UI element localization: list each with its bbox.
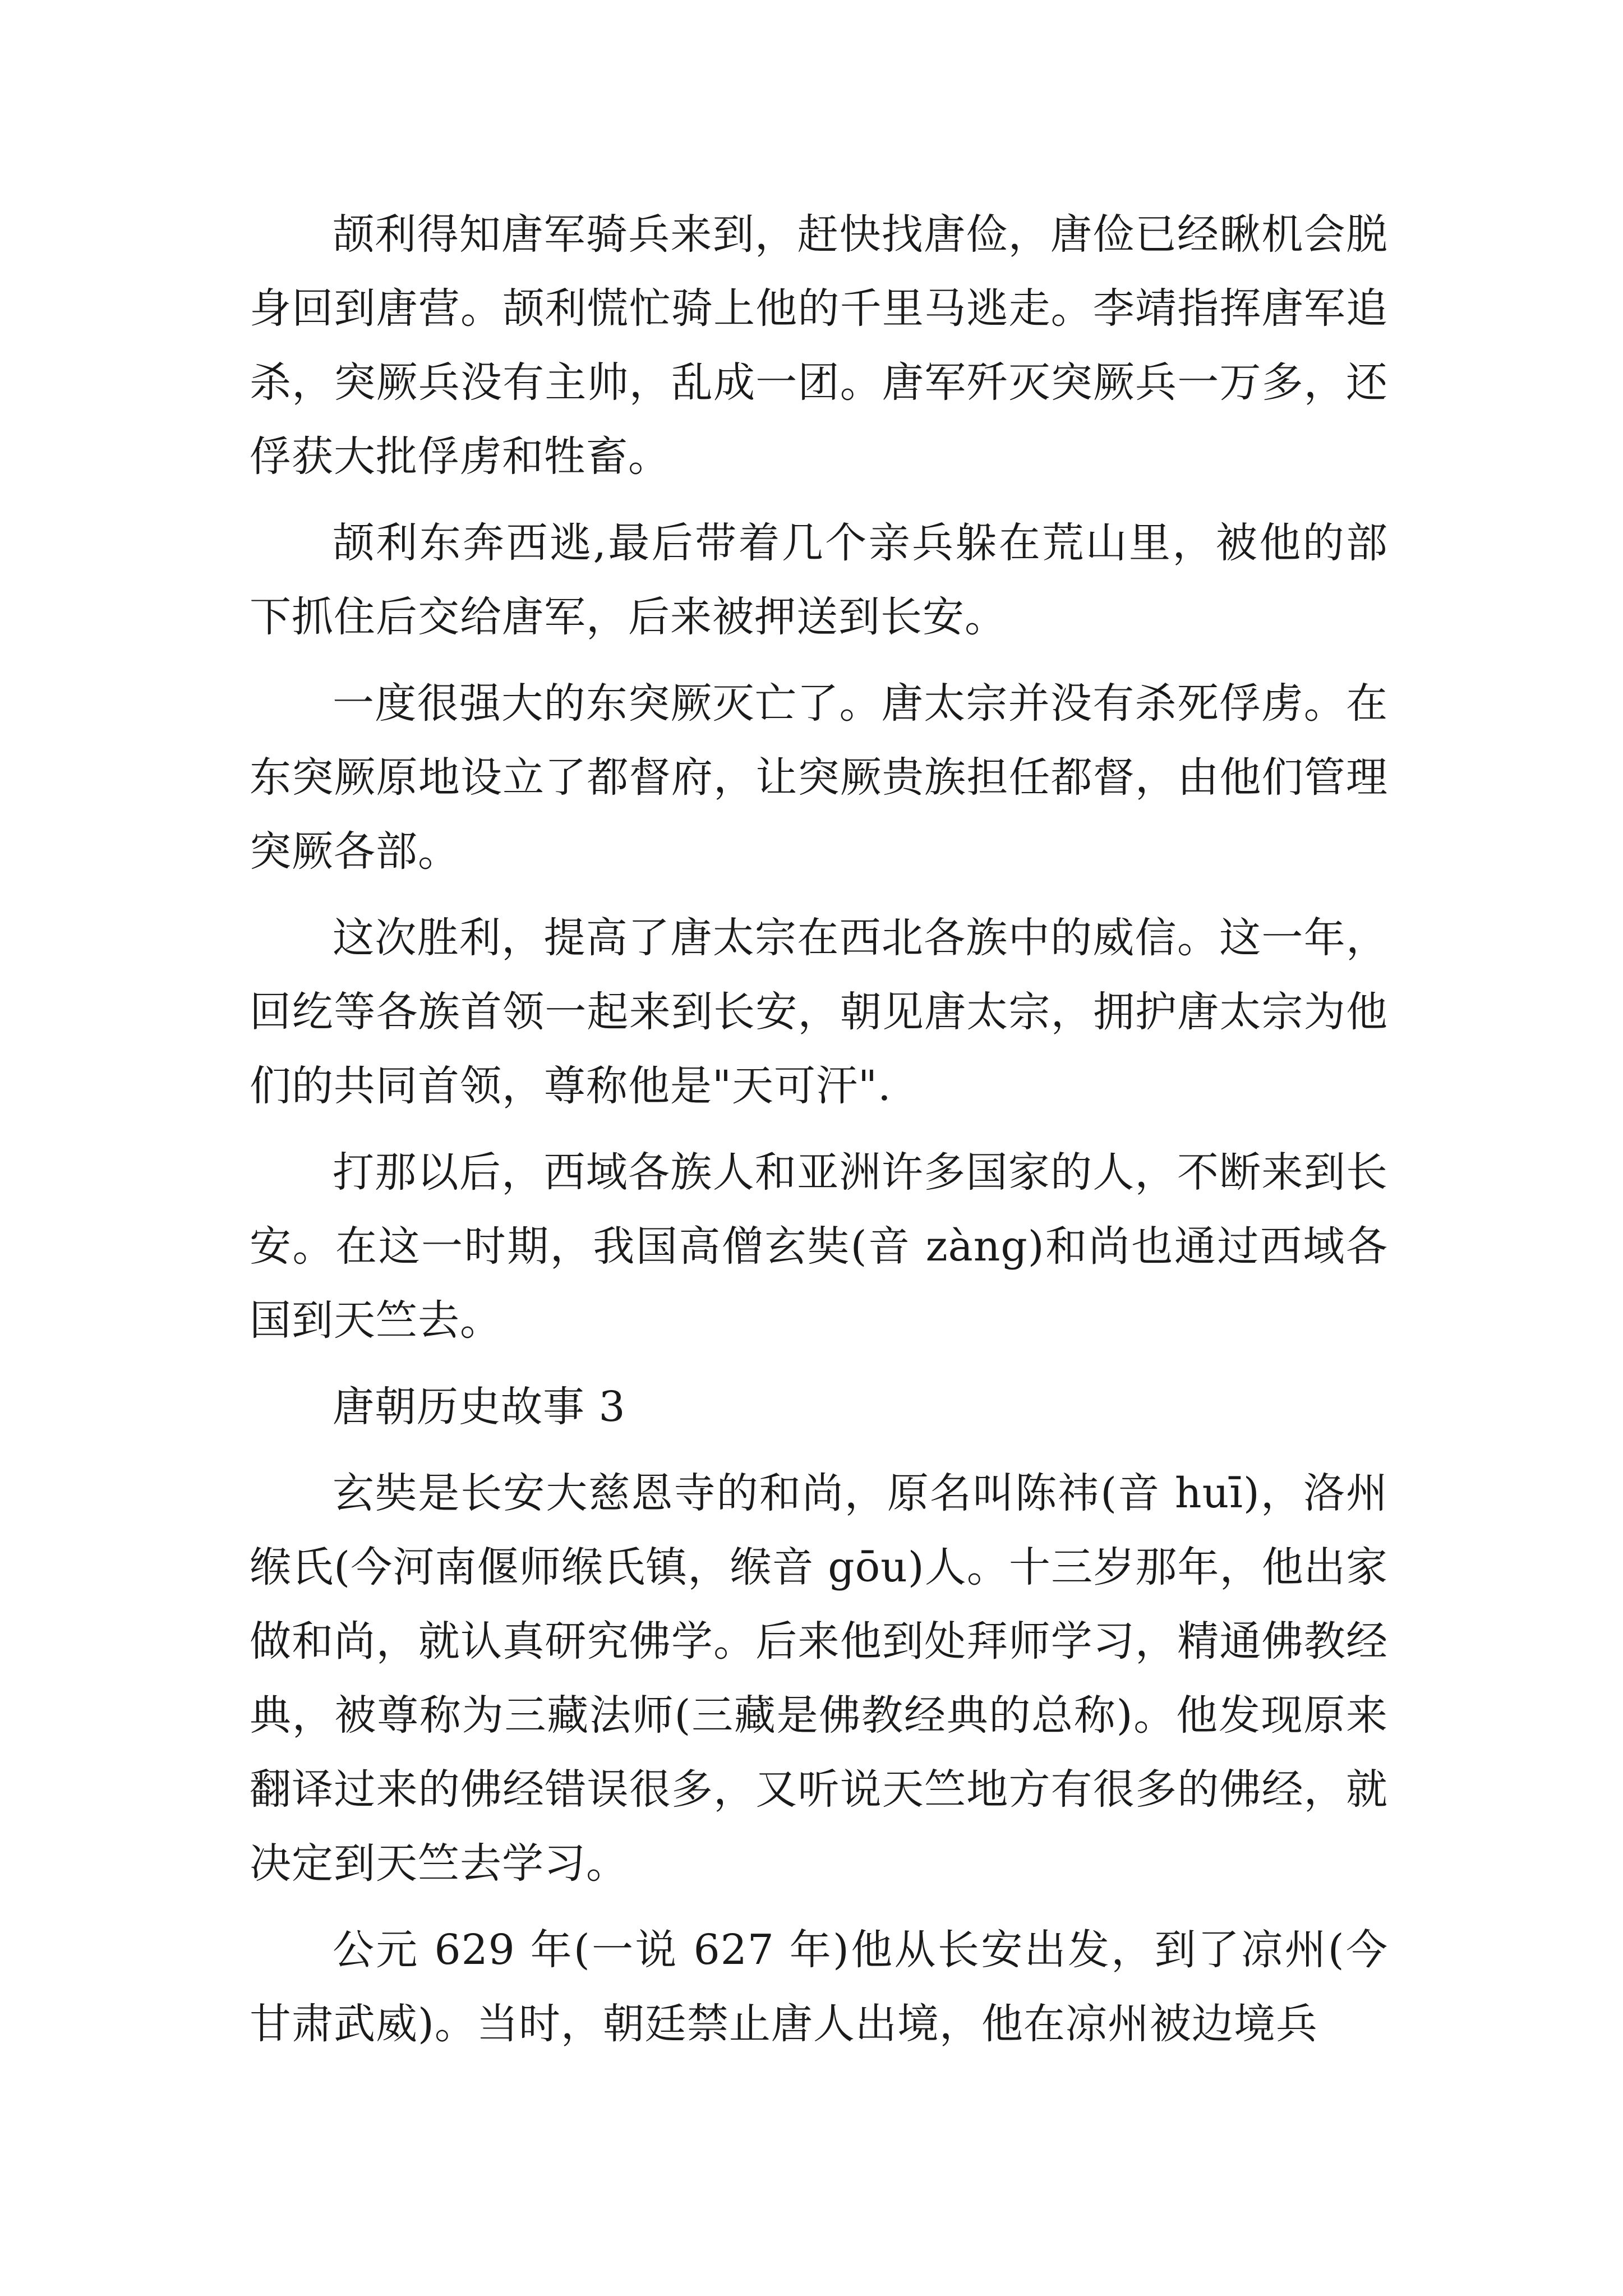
- paragraph: 一度很强大的东突厥灭亡了。唐太宗并没有杀死俘虏。在东突厥原地设立了都督府，让突厥贵族担任都督，由他们管理突厥各部。: [250, 679, 1388, 876]
- section-heading: 唐朝历史故事 3: [333, 1383, 626, 1431]
- paragraph: 玄奘是长安大慈恩寺的和尚，原名叫陈祎(音 huī)，洛州缑氏(今河南偃师缑氏镇，缑音 gōu)人。十三岁那年，他出家做和尚，就认真研究佛学。后来他到处拜师学习，精通佛教经典，被尊称为三藏法师(三藏是佛教经典的总称)。他发现原来翻译过来的佛经错误很多，又听说天竺地方有很多的佛经，就决定到天竺去学习。: [250, 1469, 1388, 1888]
- paragraph: 公元 629 年(一说 627 年)他从长安出发，到了凉州(今甘肃武威)。当时，朝廷禁止唐人出境，他在凉州被边境兵: [250, 1926, 1388, 2048]
- paragraph: 打那以后，西域各族人和亚洲许多国家的人，不断来到长安。在这一时期，我国高僧玄奘(音 zàng)和尚也通过西域各国到天竺去。: [250, 1148, 1388, 1345]
- paragraph: 颉利东奔西逃,最后带着几个亲兵躲在荒山里，被他的部下抓住后交给唐军，后来被押送到长安。: [250, 519, 1388, 641]
- paragraph: 颉利得知唐军骑兵来到，赶快找唐俭，唐俭已经瞅机会脱身回到唐营。颉利慌忙骑上他的千里马逃走。李靖指挥唐军追杀，突厥兵没有主帅，乱成一团。唐军歼灭突厥兵一万多，还俘获大批俘虏和牲畜。: [250, 210, 1388, 481]
- paragraph: 这次胜利，提高了唐太宗在西北各族中的威信。这一年，回纥等各族首领一起来到长安，朝见唐太宗，拥护唐太宗为他们的共同首领，尊称他是"天可汗".: [250, 914, 1388, 1110]
- document-body: [250, 197, 1388, 2073]
